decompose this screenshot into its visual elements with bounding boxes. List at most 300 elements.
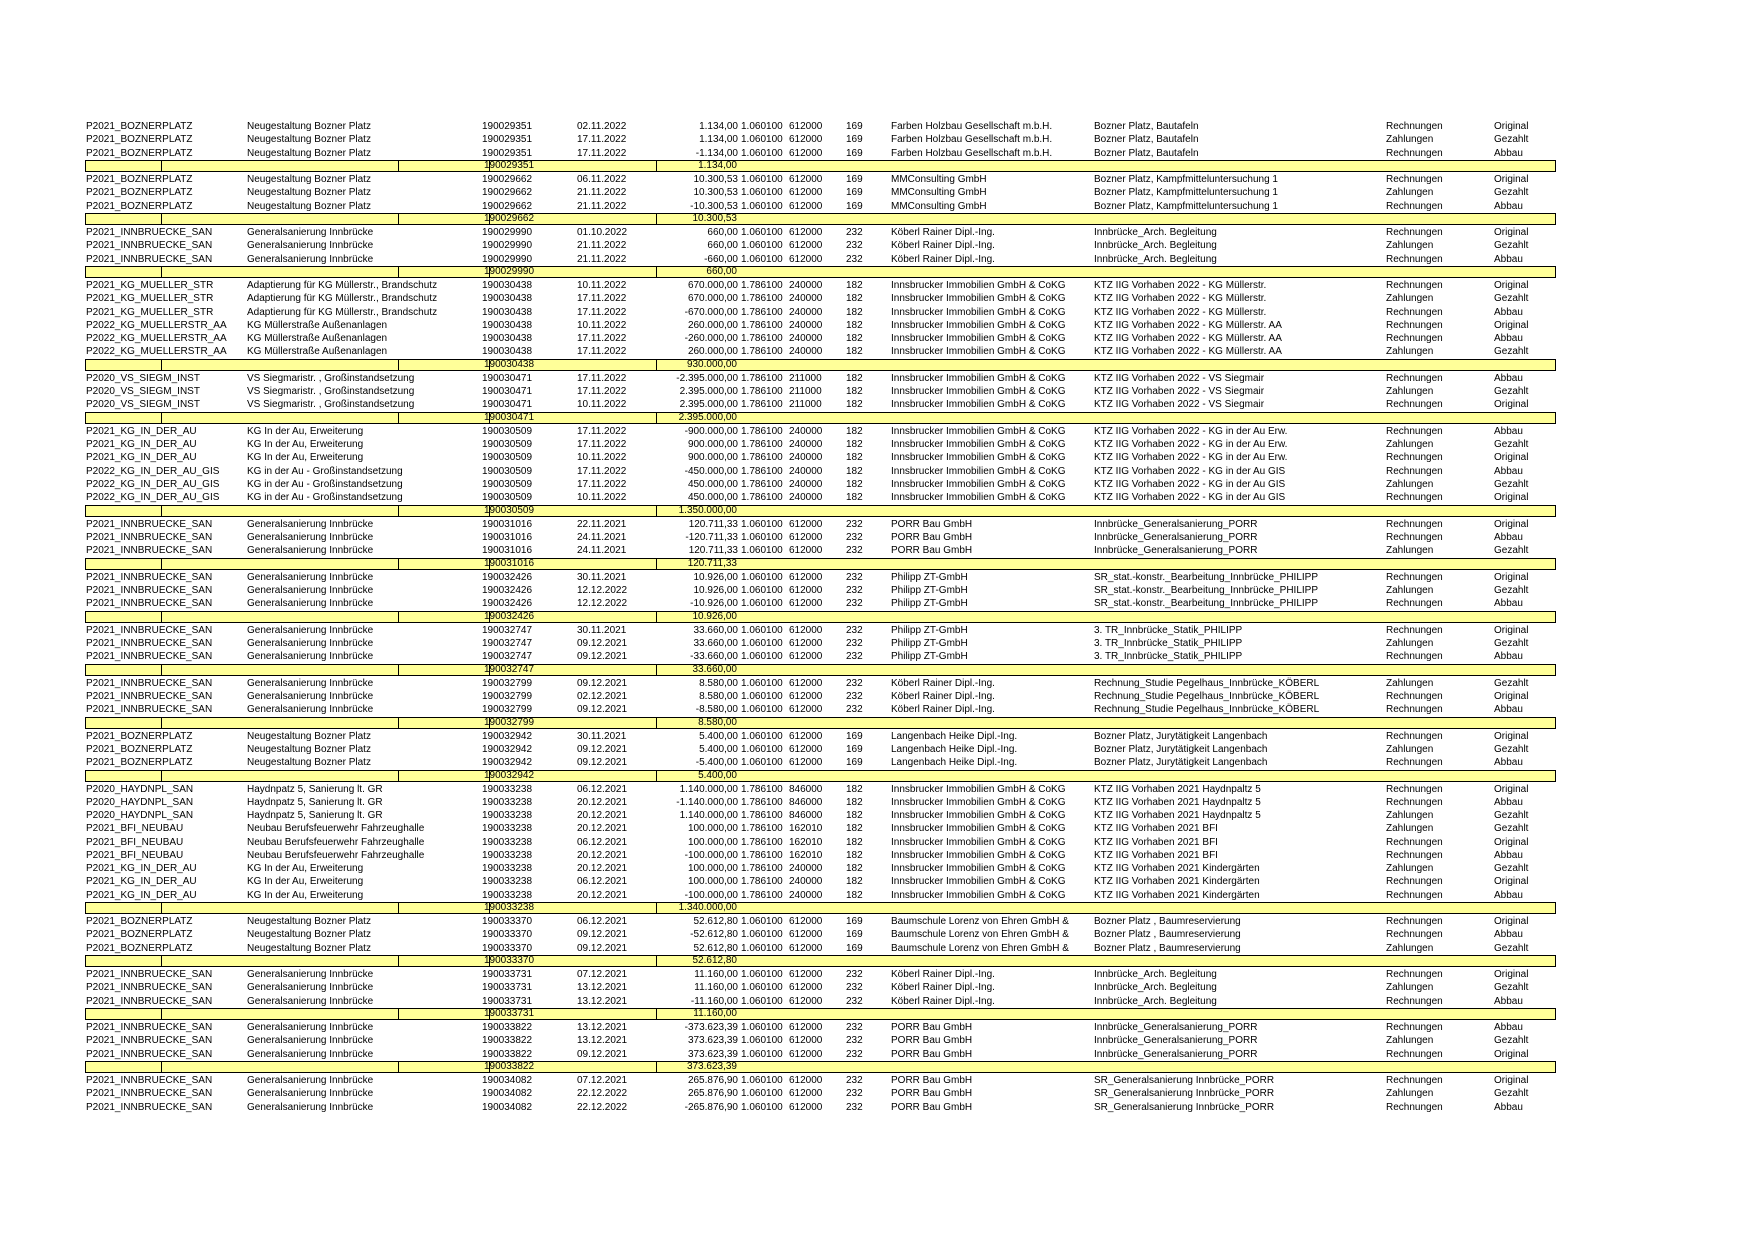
cell-divider xyxy=(161,506,162,516)
cell-project: P2021_INNBRUECKE_SAN xyxy=(86,969,213,980)
cell-cost-center: 612000 xyxy=(789,531,823,543)
cell-account: 1.786100 xyxy=(741,876,783,888)
cell-status: Gezahlt xyxy=(1494,134,1529,146)
cell-type: Rechnungen xyxy=(1386,147,1443,159)
table-row xyxy=(0,306,1755,319)
cell-amount: 1.134,00 xyxy=(699,121,738,132)
cell-project: P2021_INNBRUECKE_SAN xyxy=(86,982,213,994)
cell-status: Abbau xyxy=(1494,425,1523,437)
cell-status: Abbau xyxy=(1494,757,1523,768)
cell-divider xyxy=(398,413,399,423)
cell-account: 1.786100 xyxy=(741,280,783,291)
cell-text: SR_stat.-konstr._Bearbeitung_Innbrücke_PHILIPP xyxy=(1094,571,1319,583)
cell-date: 13.12.2021 xyxy=(577,1035,628,1047)
cell-account: 1.060100 xyxy=(741,916,783,927)
cell-document: 190033822 xyxy=(482,1022,533,1033)
cell-type: Rechnungen xyxy=(1386,624,1443,636)
cell-code: 169 xyxy=(846,743,863,755)
cell-cost-center: 211000 xyxy=(789,399,822,411)
cell-type: Zahlungen xyxy=(1386,982,1434,994)
cell-code: 232 xyxy=(846,1048,863,1060)
cell-account: 1.060100 xyxy=(741,1075,783,1086)
cell-description: Neugestaltung Bozner Platz xyxy=(247,134,371,146)
table-row xyxy=(0,186,1755,199)
cell-account: 1.060100 xyxy=(741,651,783,662)
cell-status: Gezahlt xyxy=(1494,240,1529,252)
cell-description: Generalsanierung Innbrücke xyxy=(247,969,374,980)
cell-project: P2021_INNBRUECKE_SAN xyxy=(86,704,213,715)
cell-description: Neubau Berufsfeuerwehr Fahrzeughalle xyxy=(247,823,425,835)
cell-date: 09.12.2021 xyxy=(577,637,628,649)
cell-document: 190033238 xyxy=(482,849,533,861)
cell-project: P2021_BOZNERPLATZ xyxy=(86,743,193,755)
cell-description: Generalsanierung Innbrücke xyxy=(247,651,374,662)
cell-code: 182 xyxy=(846,346,863,358)
cell-description: Neugestaltung Bozner Platz xyxy=(247,121,371,132)
cell-status: Original xyxy=(1494,969,1529,980)
cell-cost-center: 211000 xyxy=(789,386,822,397)
cell-status: Abbau xyxy=(1494,465,1523,477)
table-row xyxy=(0,226,1755,239)
cell-document: 190033731 xyxy=(482,995,533,1007)
cell-date: 24.11.2021 xyxy=(577,531,627,543)
cell-cost-center: 612000 xyxy=(789,690,823,702)
group-total-row xyxy=(85,902,1556,914)
cell-cost-center: 612000 xyxy=(789,584,823,596)
cell-code: 232 xyxy=(846,651,863,662)
cell-status: Gezahlt xyxy=(1494,942,1529,954)
table-row xyxy=(0,597,1755,610)
cell-document: 190030438 xyxy=(482,306,533,318)
cell-divider xyxy=(398,956,399,966)
cell-date: 21.11.2022 xyxy=(577,253,627,265)
cell-document: 190030438 xyxy=(482,280,533,291)
table-row xyxy=(0,531,1755,544)
cell-code: 169 xyxy=(846,200,863,212)
cell-date: 10.11.2022 xyxy=(577,319,627,331)
cell-code: 169 xyxy=(846,174,863,185)
cell-text: KTZ IIG Vorhaben 2022 - KG in der Au Erw. xyxy=(1094,425,1288,437)
cell-divider xyxy=(161,413,162,423)
group-total-amount: 33.660,00 xyxy=(692,663,737,675)
cell-status: Abbau xyxy=(1494,929,1523,941)
cell-type: Zahlungen xyxy=(1386,346,1434,358)
cell-type: Rechnungen xyxy=(1386,518,1443,530)
cell-code: 232 xyxy=(846,1088,863,1100)
cell-code: 182 xyxy=(846,386,863,397)
cell-status: Original xyxy=(1494,690,1529,702)
cell-status: Gezahlt xyxy=(1494,478,1529,490)
cell-vendor: PORR Bau GmbH xyxy=(891,1088,973,1100)
cell-code: 182 xyxy=(846,452,863,464)
cell-vendor: PORR Bau GmbH xyxy=(891,1048,973,1060)
cell-project: P2021_INNBRUECKE_SAN xyxy=(86,651,213,662)
cell-type: Zahlungen xyxy=(1386,637,1434,649)
cell-cost-center: 240000 xyxy=(789,293,823,305)
cell-description: Generalsanierung Innbrücke xyxy=(247,690,374,702)
cell-document: 190030509 xyxy=(482,465,533,477)
cell-account: 1.060100 xyxy=(741,677,783,689)
cell-cost-center: 240000 xyxy=(789,319,823,331)
cell-project: P2021_INNBRUECKE_SAN xyxy=(86,545,213,556)
cell-description: Neugestaltung Bozner Platz xyxy=(247,187,371,199)
cell-description: VS Siegmaristr. , Großinstandsetzung xyxy=(247,386,415,397)
cell-document: 190031016 xyxy=(482,531,533,543)
cell-date: 21.11.2022 xyxy=(577,240,627,252)
cell-document: 190033238 xyxy=(482,823,533,835)
cell-account: 1.786100 xyxy=(741,863,783,874)
cell-code: 182 xyxy=(846,849,863,861)
cell-account: 1.060100 xyxy=(741,1035,783,1047)
cell-project: P2021_INNBRUECKE_SAN xyxy=(86,1048,213,1060)
cell-description: KG In der Au, Erweiterung xyxy=(247,876,364,888)
cell-status: Abbau xyxy=(1494,1022,1523,1033)
cell-status: Gezahlt xyxy=(1494,677,1529,689)
cell-description: Generalsanierung Innbrücke xyxy=(247,598,374,609)
cell-code: 232 xyxy=(846,227,863,238)
cell-text: Innbrücke_Arch. Begleitung xyxy=(1094,240,1217,252)
cell-amount: 900.000,00 xyxy=(687,439,738,450)
cell-text: 3. TR_Innbrücke_Statik_PHILIPP xyxy=(1094,637,1243,649)
cell-document: 190030509 xyxy=(482,439,533,450)
cell-account: 1.786100 xyxy=(741,452,783,464)
cell-project: P2020_HAYDNPL_SAN xyxy=(86,810,194,821)
cell-date: 17.11.2022 xyxy=(577,134,627,146)
cell-amount: 260.000,00 xyxy=(687,319,738,331)
cell-document: 190033238 xyxy=(482,876,533,888)
cell-vendor: Langenbach Heike Dipl.-Ing. xyxy=(891,730,1018,742)
cell-cost-center: 612000 xyxy=(789,227,823,238)
cell-description: Adaptierung für KG Müllerstr., Brandschutz xyxy=(247,280,438,291)
cell-text: SR_stat.-konstr._Bearbeitung_Innbrücke_PHILIPP xyxy=(1094,584,1319,596)
cell-type: Rechnungen xyxy=(1386,306,1443,318)
cell-type: Rechnungen xyxy=(1386,836,1443,848)
group-total-row xyxy=(85,717,1556,729)
cell-code: 182 xyxy=(846,836,863,848)
table-row xyxy=(0,849,1755,862)
cell-date: 06.12.2021 xyxy=(577,836,628,848)
cell-project: P2021_KG_MUELLER_STR xyxy=(86,293,214,305)
cell-amount: -100.000,00 xyxy=(684,849,738,861)
cell-type: Rechnungen xyxy=(1386,121,1443,132)
cell-project: P2021_INNBRUECKE_SAN xyxy=(86,1022,213,1033)
table-row xyxy=(0,928,1755,941)
cell-code: 182 xyxy=(846,333,863,344)
cell-account: 1.060100 xyxy=(741,1022,783,1033)
cell-code: 232 xyxy=(846,240,863,252)
table-row xyxy=(0,862,1755,875)
cell-cost-center: 240000 xyxy=(789,863,823,874)
cell-text: SR_Generalsanierung Innbrücke_PORR xyxy=(1094,1088,1275,1100)
cell-date: 20.12.2021 xyxy=(577,849,628,861)
cell-description: Adaptierung für KG Müllerstr., Brandschutz xyxy=(247,293,438,305)
cell-document: 190034082 xyxy=(482,1088,533,1100)
cell-status: Original xyxy=(1494,916,1529,927)
cell-description: KG In der Au, Erweiterung xyxy=(247,452,364,464)
cell-account: 1.786100 xyxy=(741,386,783,397)
cell-project: P2021_INNBRUECKE_SAN xyxy=(86,584,213,596)
table-row xyxy=(0,809,1755,822)
cell-type: Zahlungen xyxy=(1386,942,1434,954)
cell-cost-center: 612000 xyxy=(789,147,823,159)
cell-project: P2021_KG_IN_DER_AU xyxy=(86,452,197,464)
cell-code: 232 xyxy=(846,982,863,994)
cell-account: 1.786100 xyxy=(741,849,783,861)
cell-project: P2021_BOZNERPLATZ xyxy=(86,757,193,768)
cell-description: Neugestaltung Bozner Platz xyxy=(247,147,371,159)
cell-amount: 265.876,90 xyxy=(687,1075,738,1086)
group-document-number: 190030471 xyxy=(484,412,535,423)
cell-date: 06.12.2021 xyxy=(577,876,628,888)
cell-type: Zahlungen xyxy=(1386,1035,1434,1047)
cell-vendor: Philipp ZT-GmbH xyxy=(891,571,968,583)
cell-vendor: PORR Bau GmbH xyxy=(891,518,973,530)
cell-amount: 100.000,00 xyxy=(687,863,738,874)
cell-code: 182 xyxy=(846,425,863,437)
cell-vendor: Innsbrucker Immobilien GmbH & CoKG xyxy=(891,372,1066,384)
cell-text: Innbrücke_Arch. Begleitung xyxy=(1094,982,1217,994)
cell-code: 182 xyxy=(846,319,863,331)
cell-description: Generalsanierung Innbrücke xyxy=(247,1088,374,1100)
cell-account: 1.060100 xyxy=(741,969,783,980)
cell-document: 190033731 xyxy=(482,969,533,980)
cell-account: 1.060100 xyxy=(741,1088,783,1100)
cell-type: Rechnungen xyxy=(1386,849,1443,861)
cell-project: P2021_BOZNERPLATZ xyxy=(86,147,193,159)
group-total-amount: 10.300,53 xyxy=(692,213,737,225)
cell-type: Rechnungen xyxy=(1386,690,1443,702)
table-row xyxy=(0,836,1755,849)
cell-text: Bozner Platz , Baumreservierung xyxy=(1094,929,1241,941)
cell-date: 17.11.2022 xyxy=(577,465,627,477)
cell-description: Neugestaltung Bozner Platz xyxy=(247,730,371,742)
cell-project: P2020_HAYDNPL_SAN xyxy=(86,783,194,795)
cell-type: Zahlungen xyxy=(1386,743,1434,755)
cell-vendor: Innsbrucker Immobilien GmbH & CoKG xyxy=(891,280,1066,291)
cell-amount: 11.160,00 xyxy=(694,982,738,994)
cell-status: Abbau xyxy=(1494,598,1523,609)
cell-account: 1.060100 xyxy=(741,1048,783,1060)
table-row xyxy=(0,981,1755,994)
group-document-number: 190032942 xyxy=(484,769,535,781)
cell-date: 12.12.2022 xyxy=(577,584,628,596)
cell-amount: 670.000,00 xyxy=(687,293,738,305)
cell-account: 1.786100 xyxy=(741,796,783,808)
cell-vendor: Innsbrucker Immobilien GmbH & CoKG xyxy=(891,836,1066,848)
cell-account: 1.786100 xyxy=(741,306,783,318)
cell-account: 1.060100 xyxy=(741,187,783,199)
cell-vendor: PORR Bau GmbH xyxy=(891,531,973,543)
group-total-amount: 8.580,00 xyxy=(698,716,737,728)
cell-vendor: Köberl Rainer Dipl.-Ing. xyxy=(891,969,995,980)
cell-amount: 373.623,39 xyxy=(687,1048,738,1060)
cell-text: KTZ IIG Vorhaben 2021 Haydnpaltz 5 xyxy=(1094,783,1261,795)
cell-status: Abbau xyxy=(1494,333,1523,344)
cell-text: Bozner Platz, Kampfmitteluntersuchung 1 xyxy=(1094,187,1278,199)
cell-account: 1.060100 xyxy=(741,253,783,265)
cell-text: Innbrücke_Generalsanierung_PORR xyxy=(1094,518,1258,530)
cell-text: KTZ IIG Vorhaben 2022 - KG Müllerstr. xyxy=(1094,280,1267,291)
cell-cost-center: 612000 xyxy=(789,1022,823,1033)
cell-document: 190029662 xyxy=(482,200,533,212)
cell-code: 169 xyxy=(846,916,863,927)
cell-vendor: Philipp ZT-GmbH xyxy=(891,584,968,596)
cell-divider xyxy=(398,506,399,516)
cell-divider xyxy=(161,267,162,277)
cell-vendor: MMConsulting GmbH xyxy=(891,187,987,199)
cell-account: 1.060100 xyxy=(741,743,783,755)
cell-status: Abbau xyxy=(1494,889,1523,901)
cell-document: 190032799 xyxy=(482,704,533,715)
table-row xyxy=(0,571,1755,584)
cell-project: P2022_KG_IN_DER_AU_GIS xyxy=(86,465,220,477)
cell-code: 232 xyxy=(846,531,863,543)
cell-description: KG in der Au - Großinstandsetzung xyxy=(247,492,403,503)
cell-type: Rechnungen xyxy=(1386,929,1443,941)
table-row xyxy=(0,398,1755,411)
cell-cost-center: 612000 xyxy=(789,240,823,252)
cell-type: Zahlungen xyxy=(1386,863,1434,874)
cell-divider xyxy=(161,360,162,370)
table-row xyxy=(0,703,1755,716)
cell-type: Rechnungen xyxy=(1386,1022,1443,1033)
cell-vendor: Innsbrucker Immobilien GmbH & CoKG xyxy=(891,796,1066,808)
cell-date: 21.11.2022 xyxy=(577,200,627,212)
cell-amount: -52.612,80 xyxy=(690,929,738,941)
cell-type: Rechnungen xyxy=(1386,319,1443,331)
cell-date: 17.11.2022 xyxy=(577,439,627,450)
cell-document: 190029351 xyxy=(482,121,533,132)
cell-document: 190032426 xyxy=(482,584,533,596)
cell-type: Rechnungen xyxy=(1386,889,1443,901)
cell-status: Gezahlt xyxy=(1494,743,1529,755)
cell-date: 01.10.2022 xyxy=(577,227,628,238)
table-row xyxy=(0,332,1755,345)
cell-cost-center: 612000 xyxy=(789,942,823,954)
group-total-row xyxy=(85,213,1556,225)
cell-code: 232 xyxy=(846,598,863,609)
cell-status: Gezahlt xyxy=(1494,637,1529,649)
cell-project: P2021_BOZNERPLATZ xyxy=(86,200,193,212)
group-total-amount: 11.160,00 xyxy=(693,1008,737,1020)
cell-project: P2021_INNBRUECKE_SAN xyxy=(86,571,213,583)
group-total-row xyxy=(85,1008,1556,1020)
cell-cost-center: 612000 xyxy=(789,545,823,556)
cell-project: P2022_KG_IN_DER_AU_GIS xyxy=(86,492,220,503)
cell-code: 182 xyxy=(846,372,863,384)
cell-status: Gezahlt xyxy=(1494,439,1529,450)
cell-status: Gezahlt xyxy=(1494,293,1529,305)
cell-text: KTZ IIG Vorhaben 2021 BFI xyxy=(1094,836,1218,848)
table-row xyxy=(0,889,1755,902)
cell-document: 190032942 xyxy=(482,730,533,742)
cell-type: Rechnungen xyxy=(1386,174,1443,185)
cell-description: Generalsanierung Innbrücke xyxy=(247,1035,374,1047)
cell-vendor: Baumschule Lorenz von Ehren GmbH & xyxy=(891,942,1069,954)
group-document-number: 190032799 xyxy=(484,716,535,728)
cell-date: 17.11.2022 xyxy=(577,293,627,305)
cell-description: KG in der Au - Großinstandsetzung xyxy=(247,465,403,477)
cell-description: Generalsanierung Innbrücke xyxy=(247,637,374,649)
cell-amount: -660,00 xyxy=(704,253,738,265)
cell-project: P2022_KG_MUELLERSTR_AA xyxy=(86,346,227,358)
cell-cost-center: 240000 xyxy=(789,492,823,503)
cell-status: Abbau xyxy=(1494,147,1523,159)
cell-account: 1.060100 xyxy=(741,147,783,159)
cell-cost-center: 612000 xyxy=(789,1075,823,1086)
cell-vendor: PORR Bau GmbH xyxy=(891,1101,973,1113)
cell-vendor: PORR Bau GmbH xyxy=(891,1022,973,1033)
cell-document: 190030438 xyxy=(482,293,533,305)
cell-vendor: Innsbrucker Immobilien GmbH & CoKG xyxy=(891,492,1066,503)
cell-date: 17.11.2022 xyxy=(577,386,627,397)
group-total-row xyxy=(85,160,1556,172)
cell-status: Abbau xyxy=(1494,704,1523,715)
cell-vendor: Köberl Rainer Dipl.-Ing. xyxy=(891,227,995,238)
cell-document: 190031016 xyxy=(482,545,533,556)
cell-cost-center: 240000 xyxy=(789,889,823,901)
cell-text: Bozner Platz, Bautafeln xyxy=(1094,134,1199,146)
cell-vendor: Farben Holzbau Gesellschaft m.b.H. xyxy=(891,147,1053,159)
cell-text: Rechnung_Studie Pegelhaus_Innbrücke_KÖBERL xyxy=(1094,690,1320,702)
cell-document: 190030509 xyxy=(482,492,533,503)
cell-amount: 33.660,00 xyxy=(693,624,738,636)
cell-cost-center: 240000 xyxy=(789,439,823,450)
group-total-amount: 5.400,00 xyxy=(698,769,737,781)
cell-cost-center: 240000 xyxy=(789,465,823,477)
group-document-number: 190032426 xyxy=(484,610,535,622)
group-total-row xyxy=(85,770,1556,782)
group-total-row xyxy=(85,266,1556,278)
cell-description: KG in der Au - Großinstandsetzung xyxy=(247,478,403,490)
table-row xyxy=(0,624,1755,637)
cell-code: 182 xyxy=(846,399,863,411)
cell-text: Bozner Platz, Jurytätigkeit Langenbach xyxy=(1094,730,1268,742)
group-total-amount: 120.711,33 xyxy=(687,557,737,569)
cell-vendor: Innsbrucker Immobilien GmbH & CoKG xyxy=(891,293,1066,305)
cell-account: 1.786100 xyxy=(741,399,783,411)
group-document-number: 190029351 xyxy=(484,160,535,172)
cell-cost-center: 612000 xyxy=(789,1101,823,1113)
group-total-amount: 373.623,39 xyxy=(686,1061,737,1073)
cell-code: 169 xyxy=(846,730,863,742)
cell-type: Rechnungen xyxy=(1386,531,1443,543)
table-row xyxy=(0,915,1755,928)
table-row xyxy=(0,239,1755,252)
cell-code: 182 xyxy=(846,863,863,874)
cell-vendor: Innsbrucker Immobilien GmbH & CoKG xyxy=(891,783,1066,795)
cell-code: 232 xyxy=(846,690,863,702)
table-row xyxy=(0,1021,1755,1034)
cell-text: KTZ IIG Vorhaben 2022 - KG Müllerstr. AA xyxy=(1094,319,1282,331)
cell-cost-center: 612000 xyxy=(789,1048,823,1060)
cell-type: Rechnungen xyxy=(1386,757,1443,768)
cell-account: 1.786100 xyxy=(741,293,783,305)
cell-text: KTZ IIG Vorhaben 2022 - KG Müllerstr. xyxy=(1094,306,1267,318)
cell-amount: 10.926,00 xyxy=(693,584,738,596)
cell-description: Haydnpatz 5, Sanierung lt. GR xyxy=(247,810,383,821)
cell-cost-center: 612000 xyxy=(789,134,823,146)
cell-date: 13.12.2021 xyxy=(577,982,628,994)
cell-document: 190033238 xyxy=(482,889,533,901)
cell-vendor: Innsbrucker Immobilien GmbH & CoKG xyxy=(891,399,1066,411)
cell-account: 1.060100 xyxy=(741,624,783,636)
cell-status: Original xyxy=(1494,783,1529,795)
cell-cost-center: 612000 xyxy=(789,677,823,689)
cell-cost-center: 612000 xyxy=(789,651,823,662)
cell-code: 169 xyxy=(846,929,863,941)
cell-project: P2021_KG_IN_DER_AU xyxy=(86,889,197,901)
